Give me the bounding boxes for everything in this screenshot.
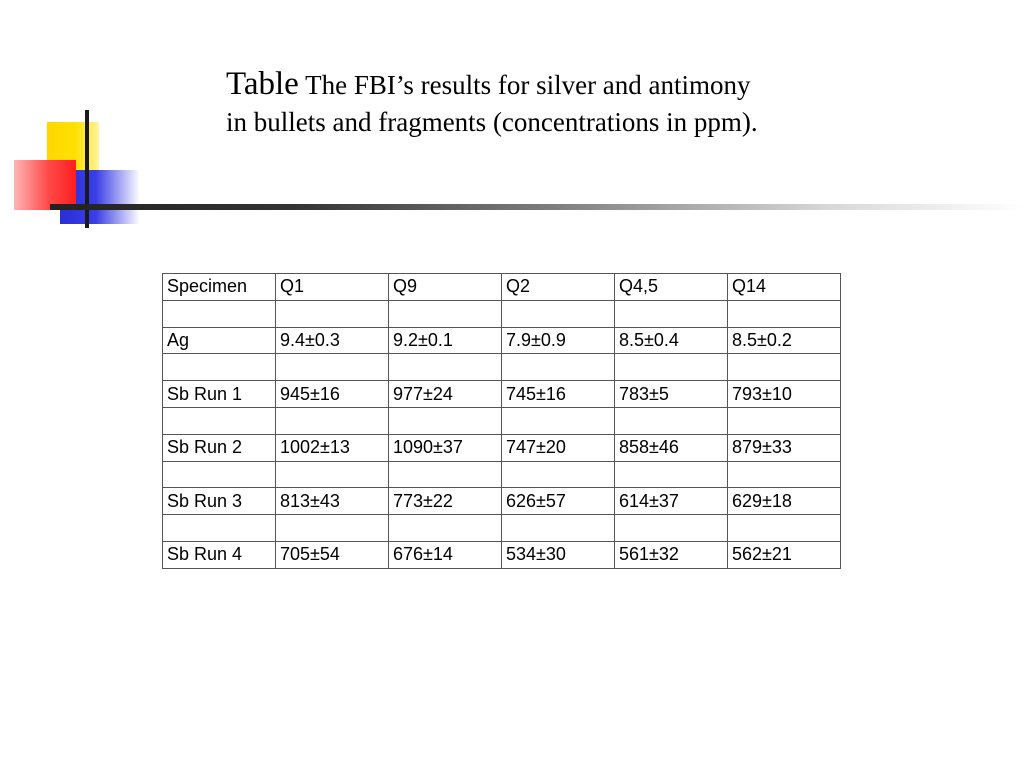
value-cell: 783±5 [615,381,728,408]
value-cell: 562±21 [728,541,841,568]
value-cell [502,515,615,542]
header-cell: Q1 [276,274,389,301]
value-cell [389,407,502,434]
row-label-cell [163,515,276,542]
value-cell [276,354,389,381]
row-label-cell: Sb Run 3 [163,488,276,515]
value-cell: 9.4±0.3 [276,327,389,354]
value-cell: 9.2±0.1 [389,327,502,354]
row-label-cell: Ag [163,327,276,354]
table-header-row [163,274,841,301]
value-cell: 614±37 [615,488,728,515]
table-spacer-row [163,461,841,488]
row-label-cell: Sb Run 4 [163,541,276,568]
value-cell: 705±54 [276,541,389,568]
row-label-cell [163,407,276,434]
value-cell [615,300,728,327]
value-cell [276,407,389,434]
value-cell: 534±30 [502,541,615,568]
results-table-body [163,274,841,569]
value-cell: 1090±37 [389,434,502,461]
value-cell: 629±18 [728,488,841,515]
value-cell: 879±33 [728,434,841,461]
value-cell [615,354,728,381]
value-cell: 561±32 [615,541,728,568]
value-cell [389,300,502,327]
table-row [163,488,841,515]
value-cell [389,461,502,488]
value-cell [728,461,841,488]
header-cell: Q14 [728,274,841,301]
row-label-cell: Sb Run 2 [163,434,276,461]
title-line-1 [226,66,846,104]
table-spacer-row [163,300,841,327]
title-line-1-text: The FBI’s results for silver and antimony [305,70,751,100]
table-spacer-row [163,515,841,542]
table-spacer-row [163,407,841,434]
value-cell: 747±20 [502,434,615,461]
value-cell [615,407,728,434]
table-row [163,381,841,408]
value-cell: 977±24 [389,381,502,408]
value-cell: 945±16 [276,381,389,408]
table-row [163,327,841,354]
value-cell [276,515,389,542]
header-cell: Specimen [163,274,276,301]
vertical-rule [85,110,89,228]
table-row [163,541,841,568]
value-cell [502,461,615,488]
value-cell [276,461,389,488]
value-cell [728,515,841,542]
value-cell: 8.5±0.4 [615,327,728,354]
row-label-cell [163,461,276,488]
value-cell [615,515,728,542]
title-line-2: in bullets and fragments (concentrations in ppm). [226,107,758,137]
header-cell: Q2 [502,274,615,301]
value-cell: 773±22 [389,488,502,515]
value-cell [389,515,502,542]
value-cell: 1002±13 [276,434,389,461]
row-label-cell [163,300,276,327]
value-cell [502,300,615,327]
title-lead: Table [226,66,299,102]
horizontal-rule [50,204,1024,210]
table-spacer-row [163,354,841,381]
value-cell [276,300,389,327]
red-square [14,160,76,210]
header-cell: Q4,5 [615,274,728,301]
slide-title [226,66,846,141]
value-cell [502,407,615,434]
value-cell: 793±10 [728,381,841,408]
value-cell: 7.9±0.9 [502,327,615,354]
value-cell [615,461,728,488]
value-cell: 626±57 [502,488,615,515]
value-cell [502,354,615,381]
table-row [163,434,841,461]
value-cell: 745±16 [502,381,615,408]
results-table [162,273,841,569]
value-cell [728,354,841,381]
value-cell: 813±43 [276,488,389,515]
value-cell [389,354,502,381]
header-cell: Q9 [389,274,502,301]
value-cell: 858±46 [615,434,728,461]
value-cell [728,300,841,327]
value-cell: 676±14 [389,541,502,568]
value-cell [728,407,841,434]
value-cell: 8.5±0.2 [728,327,841,354]
row-label-cell: Sb Run 1 [163,381,276,408]
row-label-cell [163,354,276,381]
